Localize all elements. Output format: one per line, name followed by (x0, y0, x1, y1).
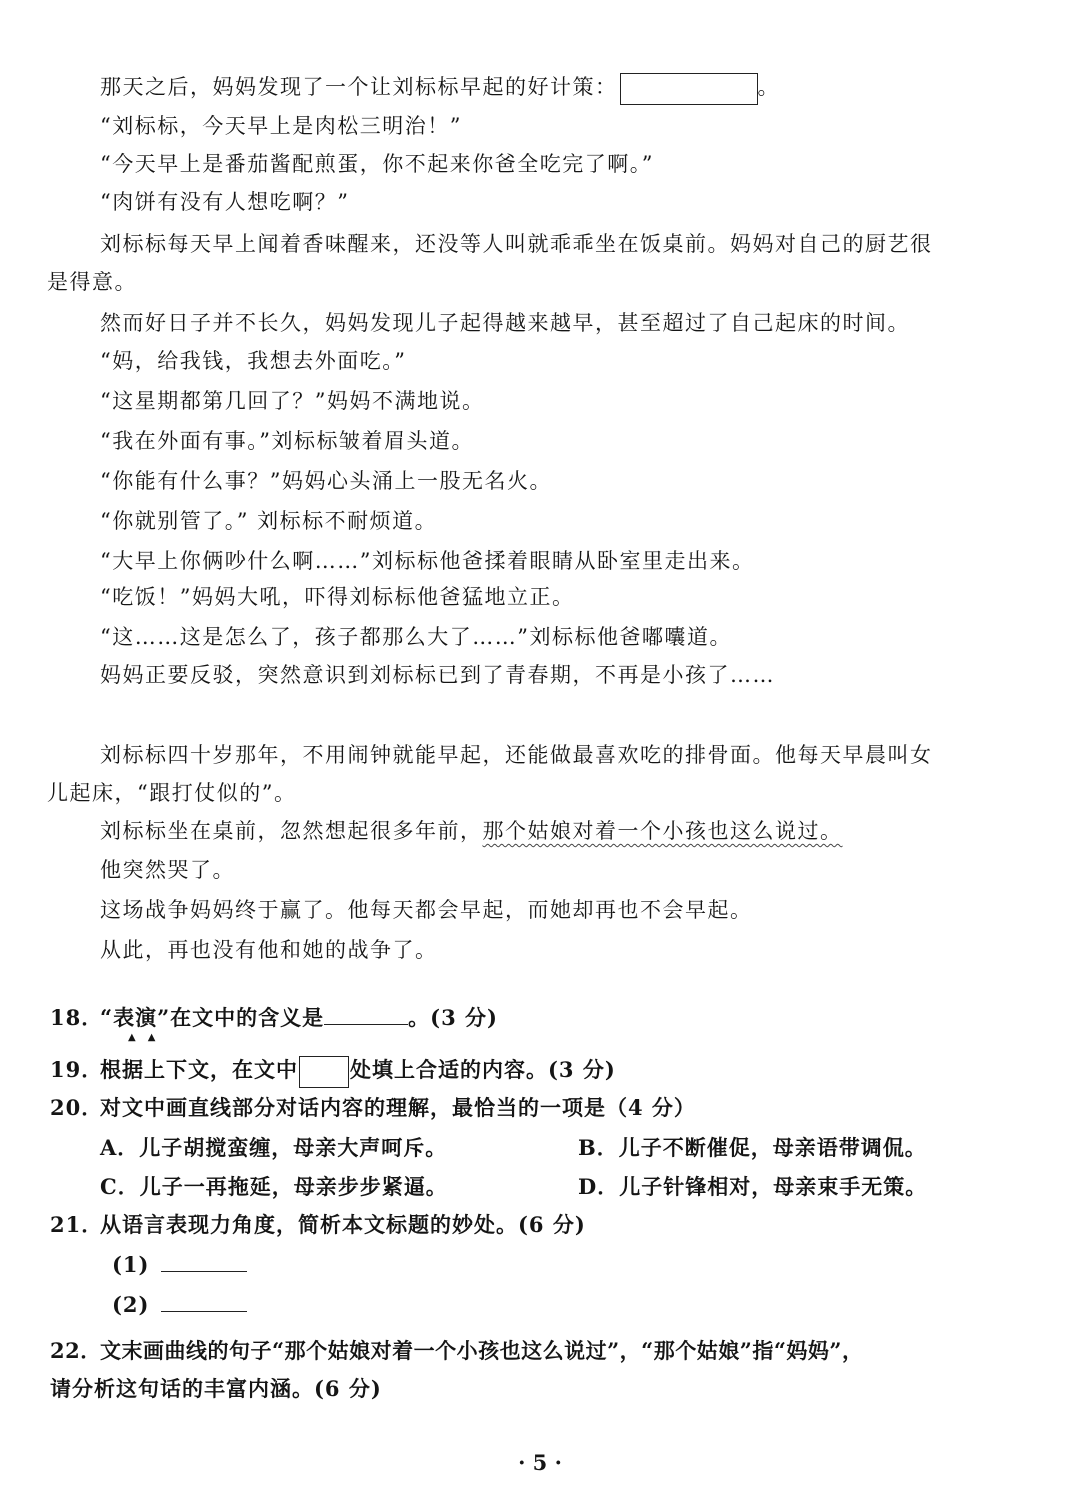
story-line-19-text: 刘标标坐在桌前，忽然想起很多年前， (100, 819, 483, 843)
story-line-1 (100, 72, 780, 105)
story-line-15: “这……这是怎么了，孩子都那么大了……”刘标标他爸嘟囔道。 (100, 625, 732, 649)
answer-blank-18[interactable] (324, 1004, 408, 1025)
question-21-sub-2 (112, 1290, 247, 1320)
question-21 (50, 1210, 586, 1240)
question-19-text-b: 处填上合适的内容。(3 分) (350, 1057, 616, 1082)
story-line-19 (100, 816, 843, 846)
story-line-9: “这星期都第几回了？”妈妈不满地说。 (100, 389, 485, 413)
story-line-3: “今天早上是番茄酱配煎蛋，你不起来你爸全吃完了啊。” (100, 152, 654, 176)
question-19-number: 19． (50, 1057, 104, 1082)
question-20-text: 对文中画直线部分对话内容的理解，最恰当的一项是（4 分） (100, 1095, 696, 1120)
question-18-text: “表演”在文中的含义是 (100, 1005, 325, 1030)
answer-box[interactable] (620, 73, 758, 105)
answer-blank-21-1[interactable] (161, 1251, 247, 1272)
story-line-16: 妈妈正要反驳，突然意识到刘标标已到了青春期，不再是小孩了…… (100, 663, 775, 687)
sub-2-label: (2) (112, 1292, 150, 1317)
story-line-21: 这场战争妈妈终于赢了。他每天都会早起，而她却再也不会早起。 (100, 898, 753, 922)
question-20 (50, 1093, 696, 1123)
question-19 (50, 1055, 616, 1088)
question-20-number: 20． (50, 1095, 104, 1120)
story-line-8: “妈，给我钱，我想去外面吃。” (100, 349, 407, 373)
wavy-underlined-sentence: 那个姑娘对着一个小孩也这么说过。 (482, 819, 843, 843)
question-19-text-a: 根据上下文，在文中 (100, 1057, 298, 1082)
answer-box-icon (299, 1056, 349, 1088)
question-21-number: 21． (50, 1212, 104, 1237)
story-line-20: 他突然哭了。 (100, 858, 235, 882)
question-22-number: 22． (50, 1338, 102, 1363)
answer-blank-21-2[interactable] (161, 1291, 247, 1312)
story-line-1-text: 那天之后，妈妈发现了一个让刘标标早起的好计策： (100, 75, 618, 99)
option-c[interactable]: C．儿子一再拖延，母亲步步紧逼。 (100, 1174, 448, 1199)
story-line-18: 儿起床，“跟打仗似的”。 (47, 781, 297, 805)
sub-1-label: (1) (112, 1252, 150, 1277)
emphasis-dots: ▲▲ (128, 1032, 168, 1043)
option-d[interactable]: D．儿子针锋相对，母亲束手无策。 (578, 1174, 928, 1199)
question-18 (50, 1003, 498, 1033)
story-line-5: 刘标标每天早上闻着香味醒来，还没等人叫就乖乖坐在饭桌前。妈妈对自己的厨艺很 (100, 232, 933, 256)
story-line-13: “大早上你俩吵什么啊……”刘标标他爸揉着眼睛从卧室里走出来。 (100, 549, 755, 573)
story-line-11: “你能有什么事？”妈妈心头涌上一股无名火。 (100, 469, 552, 493)
story-line-6: 是得意。 (47, 270, 137, 294)
story-line-10: “我在外面有事。”刘标标皱着眉头道。 (100, 429, 474, 453)
story-line-1-end: 。 (757, 75, 780, 99)
story-line-4: “肉饼有没有人想吃啊？” (100, 190, 350, 214)
option-b[interactable]: B．儿子不断催促，母亲语带调侃。 (578, 1135, 927, 1160)
question-21-text: 从语言表现力角度，简析本文标题的妙处。(6 分) (100, 1212, 586, 1237)
story-line-2: “刘标标，今天早上是肉松三明治！” (100, 114, 462, 138)
question-22-line-2: 请分析这句话的丰富内涵。(6 分) (50, 1376, 382, 1401)
question-18-end: 。(3 分) (408, 1005, 498, 1030)
story-line-7: 然而好日子并不长久，妈妈发现儿子起得越来越早，甚至超过了自己起床的时间。 (100, 311, 910, 335)
question-22 (50, 1336, 863, 1366)
story-line-12: “你就别管了。” 刘标标不耐烦道。 (100, 509, 438, 533)
option-a[interactable]: A．儿子胡搅蛮缠，母亲大声呵斥。 (100, 1135, 448, 1160)
story-line-22: 从此，再也没有他和她的战争了。 (100, 938, 438, 962)
question-18-number: 18． (50, 1005, 104, 1030)
question-22-line-1: 文末画曲线的句子“那个姑娘对着一个小孩也这么说过”，“那个姑娘”指“妈妈”， (100, 1338, 864, 1363)
question-21-sub-1 (112, 1250, 247, 1280)
story-line-14: “吃饭！”妈妈大吼，吓得刘标标他爸猛地立正。 (100, 585, 575, 609)
page-number: · 5 · (518, 1450, 562, 1475)
story-line-17: 刘标标四十岁那年，不用闹钟就能早起，还能做最喜欢吃的排骨面。他每天早晨叫女 (100, 743, 933, 767)
